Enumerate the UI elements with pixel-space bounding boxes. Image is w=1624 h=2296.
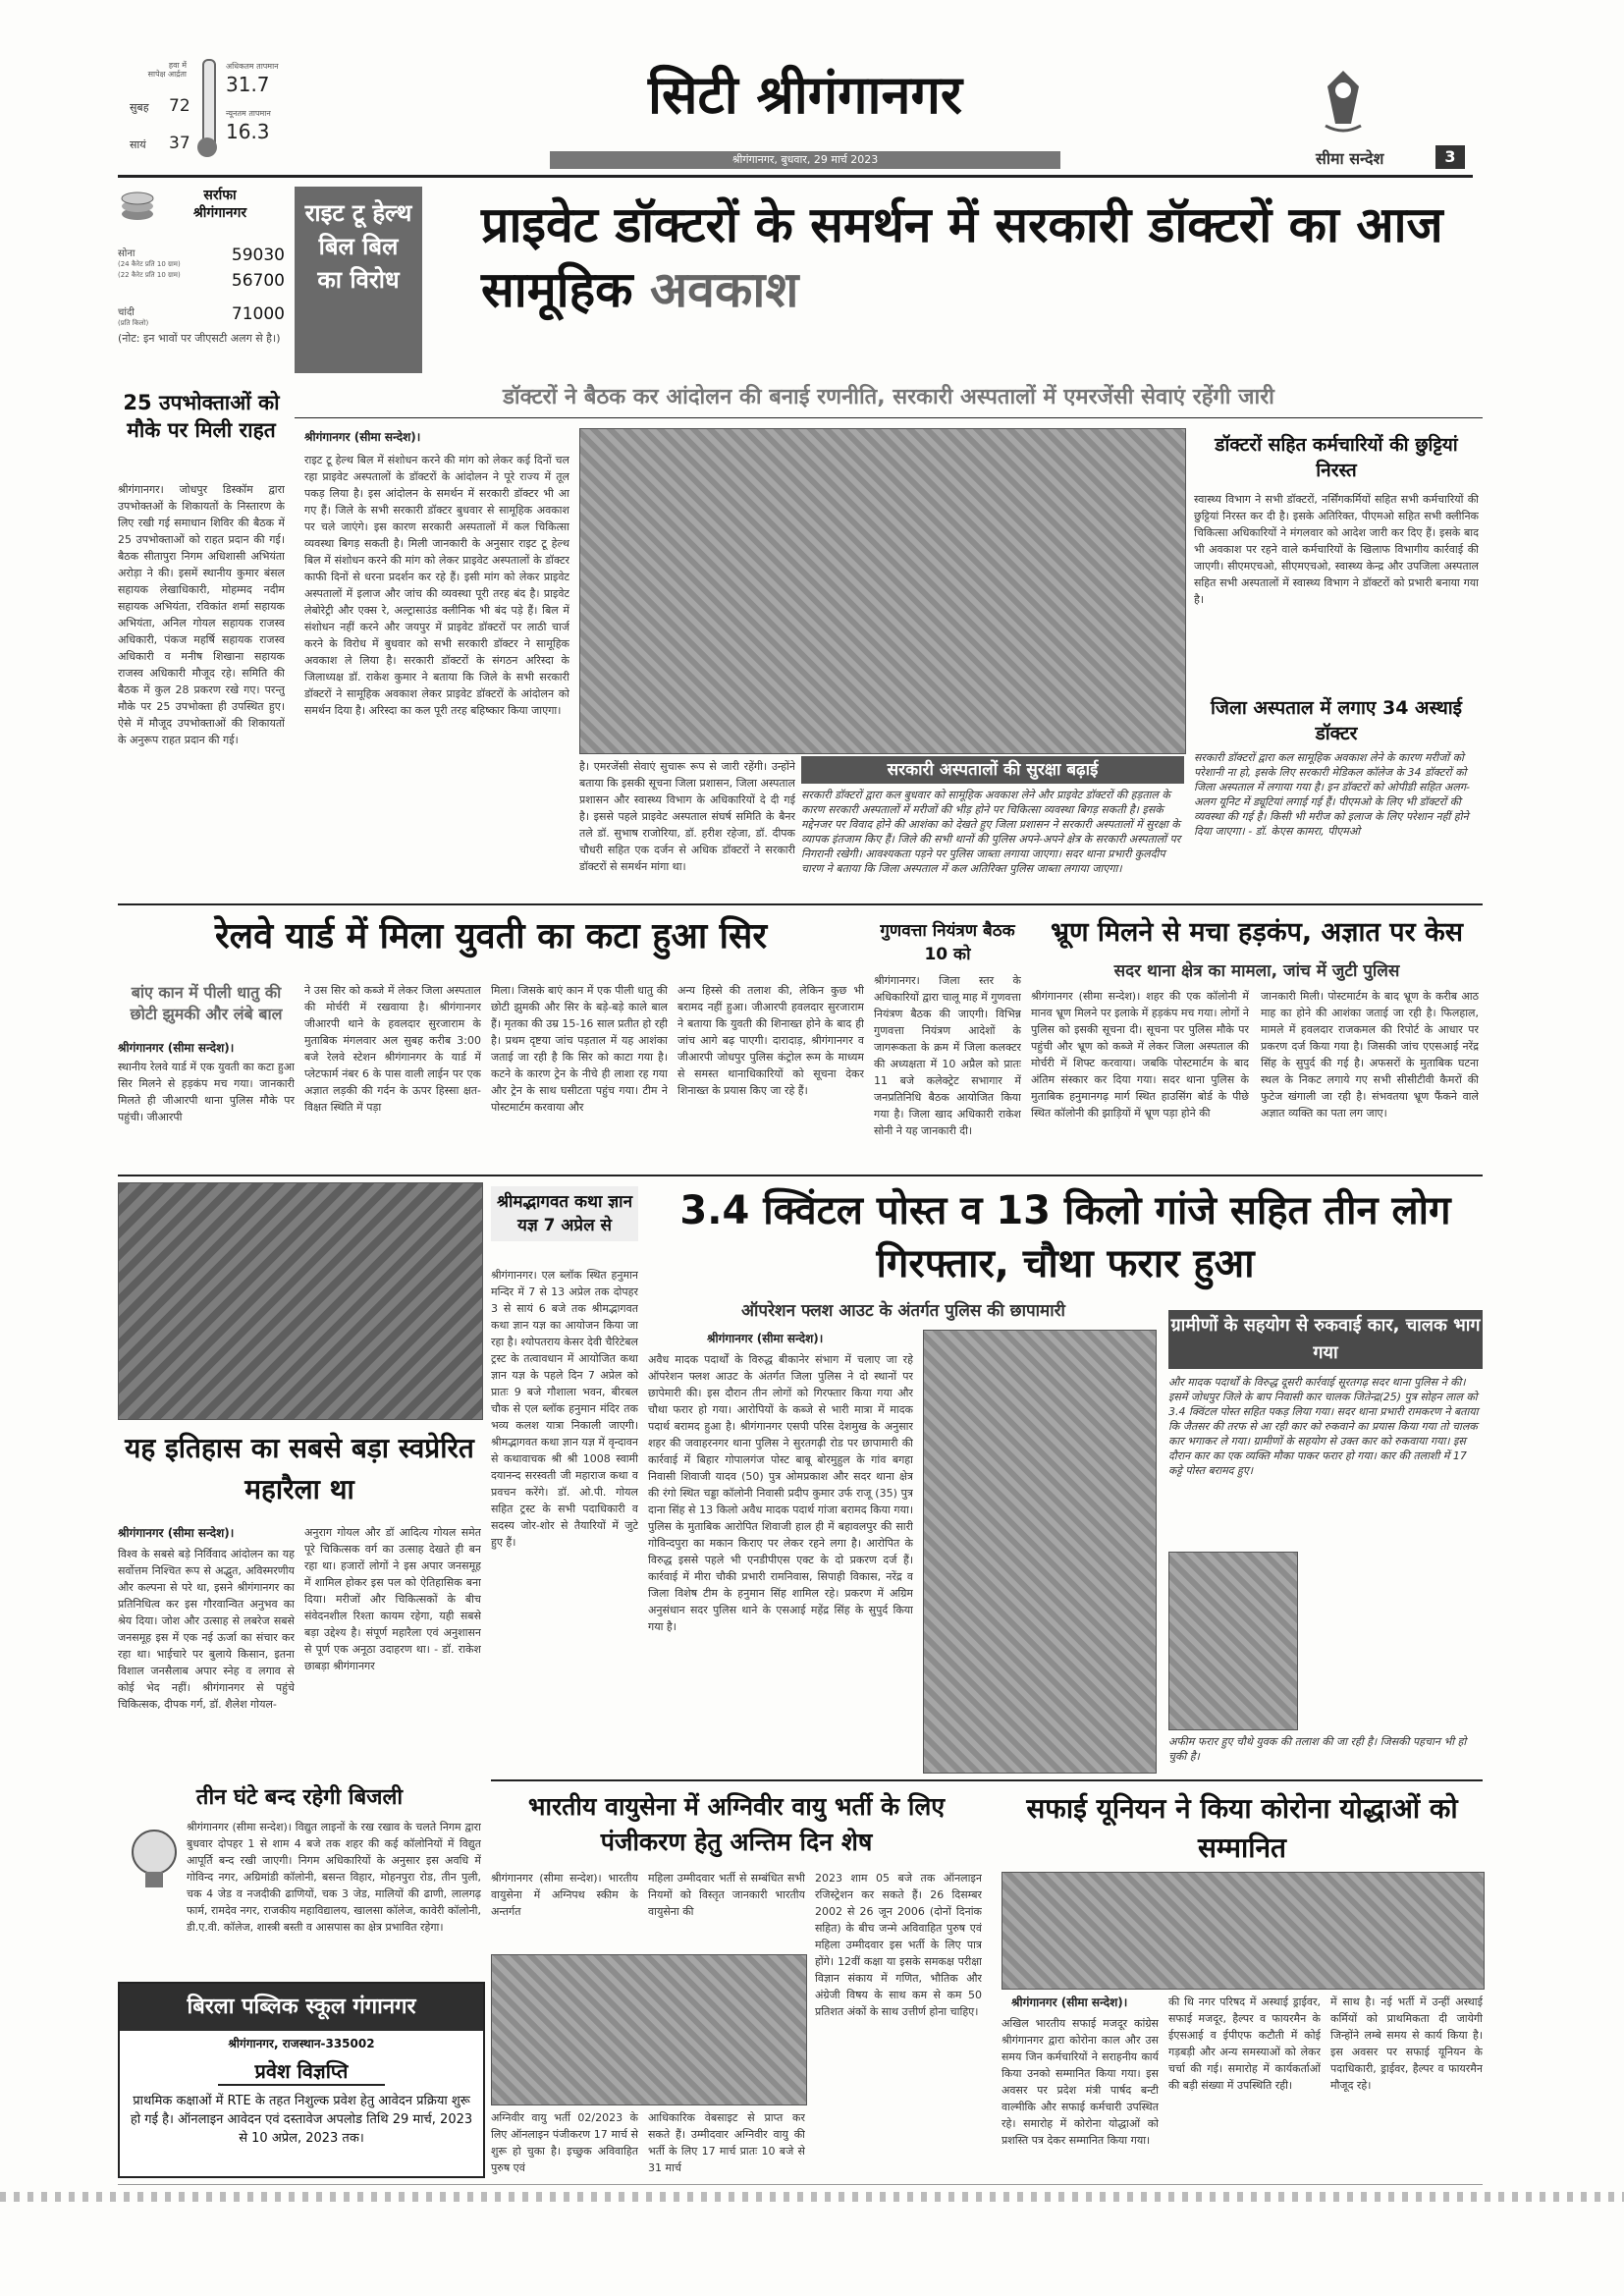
bullion-label: चांदी <box>118 307 135 318</box>
lead-headline-accent: अवकाश <box>649 261 799 318</box>
villagers-body: और मादक पदार्थों के विरुद्ध दूसरी कार्रवाई सूरतगढ़ सदर थाना पुलिस ने की। इसमें जोधपुर जिले के बाप निवासी कार चालक जितेन्द्र(25) पुत्र सोहन लाल को 3.4 क्विंटल पोस्त सहित पकड़ लिया गया। सदर थाना प्रभारी रामकरण ने बताया कि जैतसर की तरफ से आ रही कार को रुकवाने का प्रयास किया गया तो चालक कार भगाकर ले गया। ग्रामीणों के सहयोग से उक्त कार को रुकवाया गया। इस दौरान कार का एक व्यक्ति मौका पाकर फरार हो गया। कार की तलाशी में 17 कट्टे पोस्त बरामद हुए। <box>1168 1376 1479 1477</box>
rally-photo <box>118 1182 483 1420</box>
history-byline: श्रीगंगानगर (सीमा सन्देश)। <box>118 1526 235 1540</box>
left-story-body: श्रीगंगानगर। जोधपुर डिस्कॉम द्वारा उपभोक्तओं के शिकायतों के निस्तारण के लिए रखी गई समाधान शिविर की बैठक में 25 उपभोक्ताओं को राहत प्रदान की गई। बैठक सीतापुरा निगम अधिशासी अभियंता अरोड़ा ने की। इसमें स्थानीय कुमार बंसल सहायक लेखाधिकारी, मोहम्मद नदीम सहायक अभियंता, रविकांत शर्मा सहायक अभियंता, अनिल गोयल सहायक राजस्व अधिकारी, पंकज महर्षि सहायक राजस्व अधिकारी व मनीष शिखाना सहायक राजस्व अधिकारी मौजूद रहे। समिति की बैठक में कुल 28 प्रकरण रखे गए। परन्तु मौके पर 25 उपभोक्ता ही उपस्थित हुए। ऐसे में मौजूद उपभोक्ताओं की शिकायतों के अनुरूप राहत प्रदान की गई। <box>118 483 285 746</box>
humidity-label: हवा में सापेक्ष आर्द्रता <box>147 61 187 79</box>
security-caption: सरकारी डॉक्टरों द्वारा कल बुधवार को सामूहिक अवकाश लेने और प्राइवेट डॉक्टरों की हड़ताल के कारण सरकारी अस्पतालों में मरीजों की भीड़ होने पर चिकित्सा व्यवस्था बिगड़ सकती है। इसके मद्देनजर पर विवाद होने की आशंका को देखते हुए जिला प्रशासन ने सरकारी अस्पतालों में सुरक्षा के व्यापक इंतजाम किए हैं। जिले की सभी थानों की पुलिस अपने-अपने क्षेत्र के सरकारी अस्पतालों पर निगरानी रखेगी। आवश्यकता पड़ने पर पुलिस जाब्ता लगाया जाएगा। सदर थाना प्रभारी कुलदीप चारण ने बताया कि जिला अस्पताल में कल अतिरिक्त पुलिस जाब्ता लगाया जाएगा। <box>801 789 1181 875</box>
bullion-value: 59030 <box>231 246 285 265</box>
safai-byline: श्रीगंगानगर (सीमा सन्देश)। <box>1011 1995 1128 2009</box>
bullion-value: 71000 <box>231 304 285 324</box>
agniveer-body-2: महिला उम्मीदवार भर्ती से सम्बंधित सभी नियमों को विस्तृत जानकारी भारतीय वायुसेना की <box>648 1872 805 1918</box>
weather-box <box>118 61 314 169</box>
bullion-value: 56700 <box>231 271 285 291</box>
railway-headline: रेलवे यार्ड में मिला युवती का कटा हुआ सिर <box>214 916 768 957</box>
agniveer-body-3: 2023 शाम 05 बजे तक ऑनलाइन रजिस्ट्रेशन कर सकते हैं। 26 दिसम्बर 2002 से 26 जून 2006 (दोनों दिनांक सहित) के बीच जन्मे अविवाहित पुरुष एवं महिला उम्मीदवार इस भर्ती के लिए पात्र होंगे। 12वीं कक्षा या इसके समकक्ष परीक्षा विज्ञान संकाय में गणित, भौतिक और अंग्रेजी विषय के साथ कम से कम 50 प्रतिशत अंकों के साथ उत्तीर्ण होना चाहिए। <box>815 1872 982 2018</box>
bullion-box <box>118 187 285 354</box>
railway-body-4: अन्य हिस्से की तलाश की, लेकिन कुछ भी बरामद नहीं हुआ। जीआरपी हवलदार सुरजाराम ने बताया कि युवती की शिनाख्त होने के बाद ही जांच आगे बढ़ पाएगी। दारादाड़, श्रीगंगानगर व जीआरपी जोधपुर पुलिस कंट्रोल रूम के माध्यम से समस्त थानाधिकारियों को सूचना देकर शिनाख्त के प्रयास किए जा रहे हैं। <box>677 984 864 1097</box>
bullion-title: सर्राफा श्रीगंगानगर <box>192 188 247 221</box>
railway-sub: बांए कान में पीली धातु की छोटी झुमकी और लंबे बाल <box>130 983 283 1023</box>
quality-headline: गुणवत्ता नियंत्रण बैठक 10 को <box>880 921 1015 964</box>
bullion-label: सोना <box>118 248 135 259</box>
masthead-title: सिटी श्रीगंगानगर <box>648 64 962 126</box>
lead-headline <box>432 192 1483 322</box>
bullion-row <box>118 301 285 330</box>
safai-body-3: की थि नगर परिषद में अस्थाई ड्राईवर, सफाई मजदूर, हैल्पर व फायरमैन के ईएसआई व ईपीएफ कटौती में कोई गड़बड़ी और अन्य समस्याओं को लेकर चर्चा की गई। समारोह में कार्यकर्ताओं की बड़ी संख्या में उपस्थिति रही। <box>1168 1995 1321 2092</box>
railway-body-1: स्थानीय रेलवे यार्ड में एक युवती का कटा हुआ सिर मिलने से हड़कंप मच गया। जानकारी मिलते ही जीआरपी थाना पुलिस मौके पर पहुंची। जीआरपी <box>118 1061 295 1123</box>
bullion-note: (नोट: इन भावों पर जीएसटी अलग से है।) <box>118 332 281 345</box>
bullion-sub: (24 कैरेट प्रति 10 ग्राम) <box>118 260 181 268</box>
thermometer-icon <box>196 59 218 165</box>
morning-humidity: 72 <box>169 96 190 116</box>
safai-body-4: में साथ है। नई भर्ती में उन्हीं अस्थाई कर्मियों को प्राथमिकता दी जायेगी जिन्होंने लम्बे समय से कार्य किया है। इस अवसर पर सफाई यूनियन के पदाधिकारी, ड्राईवर, हैल्पर व फायरमैन मौजूद रहे। <box>1330 1995 1483 2092</box>
section-rule-3 <box>491 1779 1483 1781</box>
villagers-caption: अफीम फरार हुए चौथे युवक की तलाश की जा रही है। जिसकी पहचान भी हो चुकी है। <box>1168 1735 1467 1763</box>
min-temp: 16.3 <box>226 120 270 143</box>
fetus-sub: सदर थाना क्षेत्र का मामला, जांच में जुटी पुलिस <box>1113 961 1400 981</box>
lead-body-1: राइट टू हेल्थ बिल में संशोधन करने की मांग को लेकर कई दिनों चल रहा प्राइवेट अस्पतालों के डॉक्टरों के आंदोलन ने पूरे राज्य में तूल पकड़ लिया है। इस आंदोलन के समर्थन में सरकारी डॉक्टर भी आ गए हैं। जिले के सभी सरकारी डॉक्टर बुधवार से सामूहिक अवकाश पर चले जाएंगे। इस कारण सरकारी अस्पतालों में कल चिकित्सा व्यवस्था बिगड़ सकती है। मिली जानकारी के अनुसार राइट टू हेल्थ बिल में संशोधन करने की मांग को लेकर प्राइवेट अस्पतालों के डॉक्टर काफी दिनों से धरना प्रदर्शन कर रहे हैं। इसी मांग को लेकर प्राइवेट अस्पतालों में इलाज और जांच की व्यवस्था पूरी तरह बंद है। प्राइवेट लेबोरेट्री और एक्स रे, अल्ट्रासाउंड क्लीनिक भी बंद पड़े हैं। बिल में संशोधन नहीं करने और जयपुर में प्राइवेट डॉक्टरों पर लाठी चार्ज करने के विरोध में बुधवार को सभी सरकारी डॉक्टर ने सामूहिक अवकाश ले लिया है। सरकारी डॉक्टरों के संगठन अरिस्दा के जिलाध्यक्ष डॉ. राकेश कुमार ने बताया कि जिले के सभी सरकारी डॉक्टरों ने सामूहिक अवकाश लेकर प्राइवेट डॉक्टरों के आंदोलन को समर्थन दिया है। अरिस्दा का कल पूरी तरह बहिष्कार किया जाएगा। <box>304 454 569 717</box>
air-force-parade-photo <box>491 1954 807 2105</box>
min-temp-label: न्यूनतम तापमान <box>226 109 271 118</box>
right-story-body-2: सरकारी डॉक्टरों द्वारा कल सामूहिक अवकाश लेने के कारण मरीजों को परेशानी ना हो, इसके लिए सरकारी मेडिकल कॉलेज के 34 डॉक्टरों को जिला अस्पताल में लगाया गया है। इन डॉक्टरों को ओपीडी सहित अलग-अलग यूनिट में ड्यूटियां लगाई गई हैं। पीएमओ के लिए भी डॉक्टरों की व्यवस्था की गई है। किसी भी मरीज को इलाज के लिए परेशान नहीं होने दिया जाएगा। - डॉ. केएस कामरा, पीएमओ <box>1194 751 1470 838</box>
bullion-sub: (22 कैरेट प्रति 10 ग्राम) <box>118 271 181 279</box>
left-story-headline: 25 उपभोक्ताओं को मौके पर मिली राहत <box>123 391 280 442</box>
max-temp-label: अधिकतम तापमान <box>226 62 279 71</box>
history-body-1: विश्व के सबसे बड़े निर्विवाद आंदोलन का यह सर्वोत्तम निश्चित रूप से अद्भुत, अविस्मरणीय और कल्पना से परे था, इसने श्रीगंगानगर का प्रतिनिधित्व कर इस गौरवान्वित अनुभव का श्रेय दिया। जोश और उत्साह से लबरेज सबसे जनसमूह इस में एक नई ऊर्जा का संचार कर रहा था। भाईचारे पर बुलाये किसान, इतना विशाल जनसैलाब अपार स्नेह व लगाव से कोई भेद नहीं। श्रीगंगानगर से पहुंचे चिकित्सक, दीपक गर्ग, डॉ. शैलेश गोयल- <box>118 1548 295 1711</box>
bullion-row <box>118 242 285 271</box>
power-headline: तीन घंटे बन्द रहेगी बिजली <box>195 1785 404 1810</box>
section-rule-2 <box>118 1175 1483 1176</box>
railway-body-3: मिला। जिसके बाएं कान में एक पीली धातु की छोटी झुमकी और सिर के बड़े-बड़े काले बाल हैं। मृतका की उम्र 15-16 साल प्रतीत हो रही है। प्रथम दृष्टया जांच पड़ताल में यह आशंका जताई जा रही है कि सिर को काटा गया है। कटने के कारण ट्रेन के नीचे ही लाशा रह गया और ट्रेन के साथ घसीटता पहुंच गया। टीम ने पोस्टमार्टम करवाया और <box>491 984 668 1114</box>
bottom-rule <box>118 2184 1483 2185</box>
page-number: 3 <box>1435 145 1465 169</box>
right-story-headline: डॉक्टरों सहित कर्मचारियों की छुट्टियां निरस्त <box>1215 434 1458 481</box>
lead-byline: श्रीगंगानगर (सीमा सन्देश)। <box>304 430 421 444</box>
lead-body-2: है। एमरजेंसी सेवाएं सुचारू रूप से जारी रहेंगी। उन्होंने बताया कि इसकी सूचना जिला प्रशासन, जिला अस्पताल प्रशासन और स्वास्थ्य विभाग के अधिकारियों दे दी गई है। इससे पहले प्राइवेट अस्पताल संघर्ष समिति के बैनर तले डॉ. सुभाष राजोरिया, डॉ. हरीश रहेजा, डॉ. दीपक चौधरी सहित एक दर्जन से अधिक डॉक्टरों ने सरकारी डॉक्टरों से समर्थन मांगा था। <box>579 760 795 873</box>
fetus-body-2: जानकारी मिली। पोस्टमार्टम के बाद भ्रूण के करीब आठ माह का होने की आशंका जताई जा रही है। फिलहाल, मामले में हवलदार राजकमल की रिपोर्ट के आधार पर प्रकरण दर्ज किया गया है। जिसकी जांच एएसआई नरेंद्र सिंह के सुपुर्द की गई है। अफसरों के मुताबिक घटना स्थल के निकट लगाये गए सभी सीसीटीवी कैमरों की फुटेज खंगाली जा रही है। संभवतया भ्रूण फैंकने वाले अज्ञात व्यक्ति का पता लग जाए। <box>1261 990 1479 1120</box>
drugs-body: अवैध मादक पदार्थों के विरुद्ध बीकानेर संभाग में चलाए जा रहे ऑपरेशन फ्लश आउट के अंतर्गत जिला पुलिस ने दो स्थानों पर छापेमारी की। इस दौरान तीन लोगों को गिरफ्तार किया गया और चौथा फरार हो गया। आरोपियों के कब्जे से भारी मात्रा में मादक पदार्थ बरामद हुआ है। श्रीगंगानगर एसपी परिस देशमुख के अनुसार शहर की जवाहरनगर थाना पुलिस ने सुरतगढ़ी रोड पर छापामारी की कार्रवाई में बिहार गोपालगंज पोस्ट बाबू बोरमुहुल के गांव बगहा निवासी शिवाजी यादव (50) पुत्र ओमप्रकाश और सदर थाना क्षेत्र की रंगो स्थित चड्डा कॉलोनी निवासी प्रदीप कुमार उर्फ राजू (35) पुत्र दाना सिंह से 13 किलो अवैध मादक पदार्थ गांजा बरामद किया गया। पुलिस के मुताबिक आरोपित शिवाजी हाल ही में बहावलपुर की सारी गोविन्दपुरा का मकान किराए पर लेकर रहने लगा है। आरोपित के विरुद्ध इससे पहले भी एनडीपीएस एक्ट के दो प्रकरण दर्ज हैं। कार्रवाई में मीरा चौकी प्रभारी रामनिवास, सिपाही विकास, नरेंद्र व जिला विशेष टीम के हनुमान सिंह शामिल रहे। प्रकरण में अग्रिम अनुसंधान सदर पुलिस थाने के एसआई महेंद्र सिंह के सुपुर्द किया गया है। <box>648 1353 913 1633</box>
history-headline: यह इतिहास का सबसे बड़ा स्वप्रेरित महारैला था <box>125 1432 474 1505</box>
bhagwat-headline: श्रीमद्भागवत कथा ज्ञान यज्ञ 7 अप्रेल से <box>491 1186 638 1241</box>
drugs-headline: 3.4 क्विंटल पोस्त व 13 किलो गांजे सहित तीन लोग गिरफ्तार, चौथा फरार हुआ <box>679 1188 1451 1286</box>
safai-group-photo <box>1001 1872 1485 1990</box>
school-ad-notice: प्रवेश विज्ञप्ति <box>218 2057 385 2086</box>
fetus-body-1: श्रीगंगानगर (सीमा सन्देश)। शहर की एक कॉलोनी में मानव भ्रूण मिलने पर इलाके में हड़कंप मच गया। लोगों ने पुलिस को इसकी सूचना दी। सूचना पर पुलिस मौके पर पहुंची और भ्रूण को कब्जे में लेकर जिला अस्पताल की मोर्चरी में शिफ्ट करवाया। जबकि पोस्टमार्टम के बाद अंतिम संस्कार कर दिया गया। सदर थाना पुलिस के मुताबिक हनुमानगढ़ मार्ग स्थित हाउसिंग बोर्ड के पीछे स्थित कॉलोनी की झाड़ियों में भ्रूण पड़ा होने की <box>1031 990 1249 1120</box>
fetus-headline: भ्रूण मिलने से मचा हड़कंप, अज्ञात पर केस <box>1050 917 1464 948</box>
agniveer-headline: भारतीय वायुसेना में अग्निवीर वायु भर्ती के लिए पंजीकरण हेतु अन्तिम दिन शेष <box>527 1792 946 1856</box>
dateline: श्रीगंगानगर, बुधवार, 29 मार्च 2023 <box>550 151 1060 169</box>
agniveer-body-5: आधिकारिक वेबसाइट से प्राप्त कर सकते हैं। उम्मीदवार अग्निवीर वायु की भर्ती के लिए 17 मार्च प्रातः 10 बजे से 31 मार्च <box>648 2111 805 2174</box>
coins-icon <box>118 187 157 226</box>
arrested-accused-photo <box>923 1330 1157 1774</box>
railway-body-2: ने उस सिर को कब्जे में लेकर जिला अस्पताल की मोर्चरी में रखवाया है। श्रीगंगानगर जीआरपी थाने के हवलदार सुरजाराम के मुताबिक मंगलवार अल सुबह करीब 3:00 बजे रेलवे स्टेशन श्रीगंगानगर के यार्ड में प्लेटफार्म नंबर 6 के पास वाली लाईन पर एक अज्ञात लड़की की गर्दन के ऊपर हिस्सा क्षत-विक्षत स्थिति में पड़ा <box>304 984 481 1114</box>
villagers-headline: ग्रामीणों के सहयोग से रुकवाई कार, चालक भाग गया <box>1168 1310 1483 1369</box>
brand-name: सीमा सन्देश <box>1316 149 1384 168</box>
max-temp: 31.7 <box>226 73 270 96</box>
masthead-rule <box>118 175 1473 178</box>
quality-body: श्रीगंगानगर। जिला स्तर के अधिकारियों द्वारा चालू माह में गुणवत्ता नियंत्रण बैठक की जाएगी। विभिन्न गुणवत्ता नियंत्रण आदेशों के जागरूकता के क्रम में जिला कलक्टर की अध्यक्षता में 10 अप्रैल को प्रातः 11 बजे कलेक्ट्रेट सभागार में जनप्रतिनिधि बैठक आयोजित किया गया है। जिला खाद अधिकारी राकेश सोनी ने यह जानकारी दी। <box>874 974 1021 1137</box>
right-story-body: स्वास्थ्य विभाग ने सभी डॉक्टरों, नर्सिंगकर्मियों सहित सभी कर्मचारियों की छुट्टियां निरस्त कर दी है। इसके अतिरिक्त, पीएमओ सहित सभी क्लीनिक चिकित्सा अधिकारियों ने मंगलवार को आदेश जारी कर दिए हैं। इसके बाद भी अवकाश पर रहने वाले कर्मचारियों के खिलाफ विभागीय कार्रवाई की जाएगी। सीएमएचओ, सीएमएचओ, स्वास्थ्य केन्द्र और उपजिला अस्पताल सहित सभी अस्पतालों में स्वास्थ्य विभाग ने डॉक्टरों को प्रभारी बनाया गया है। <box>1194 493 1479 606</box>
drugs-byline: श्रीगंगानगर (सीमा सन्देश)। <box>707 1332 824 1345</box>
morning-label: सुबह <box>130 101 149 114</box>
evening-humidity: 37 <box>169 134 190 153</box>
bulb-icon <box>128 1827 181 1895</box>
agniveer-body-4: अग्निवीर वायु भर्ती 02/2023 के लिए ऑनलाइन पंजीकरण 17 मार्च से शुरू हो चुका है। इच्छुक अविवाहित पुरुष एवं <box>491 2111 638 2174</box>
section-rule-1 <box>118 903 1483 905</box>
doctors-protest-photo <box>579 428 1186 754</box>
lead-headline-main: प्राइवेट डॉक्टरों के समर्थन में सरकारी डॉक्टरों का आज सामूहिक <box>481 196 1443 318</box>
evening-label: सायं <box>130 138 146 151</box>
school-ad-address: श्रीगंगानगर, राजस्थान-335002 <box>228 2037 375 2050</box>
safai-headline: सफाई यूनियन ने किया कोरोना योद्धाओं को सम्मानित <box>1026 1792 1458 1864</box>
lead-rule <box>295 417 1483 418</box>
school-ad-title: बिरला पब्लिक स्कूल गंगानगर <box>120 1984 483 2031</box>
lead-kicker: राइट टू हेल्थ बिल बिल का विरोध <box>295 187 422 373</box>
right-story-headline-2: जिला अस्पताल में लगाए 34 अस्थाई डॉक्टर <box>1211 697 1462 744</box>
safai-body-1: अखिल भारतीय सफाई मजदूर कांग्रेस श्रीगंगानगर द्वारा कोरोना काल और उस समय जिन कर्मचारियों ने सराहनीय कार्य किया उनको सम्मानित किया गया। इस अवसर पर प्रदेश मंत्री पार्षद बन्टी वाल्मीकि और सफाई कर्मचारी उपस्थित रहे। समारोह में कोरोना योद्धाओं को प्रशस्ति पत्र देकर सम्मानित किया गया। <box>1001 2017 1159 2147</box>
security-caption-title: सरकारी अस्पतालों की सुरक्षा बढ़ाई <box>801 756 1184 784</box>
bhagwat-body: श्रीगंगानगर। एल ब्लॉक स्थित हनुमान मन्दिर में 7 से 13 अप्रेल तक दोपहर 3 से सायं 6 बजे तक श्रीमद्भागवत कथा ज्ञान यज्ञ का आयोजन किया जा रहा है। श्योपतराय केसर देवी चैरिटेबल ट्रस्ट के तत्वावधान में आयोजित कथा ज्ञान यज्ञ के पहले दिन 7 अप्रेल को प्रातः 9 बजे गौशाला भवन, बीरबल चौक से एल ब्लॉक हनुमान मंदिर तक भव्य कलश यात्रा निकाली जाएगी। श्रीमद्भागवत कथा ज्ञान यज्ञ में वृन्दावन से कथावाचक श्री श्री 1008 स्वामी दयानन्द सरस्वती जी महाराज कथा व प्रवचन करेंगे। डॉ. ओ.पी. गोयल सहित ट्रस्ट के सभी पदाधिकारी व सदस्य जोर-शोर से तैयारियों में जुटे हुए हैं। <box>491 1269 638 1549</box>
bullion-rows <box>118 242 285 330</box>
railway-byline: श्रीगंगानगर (सीमा सन्देश)। <box>118 1041 235 1055</box>
bullion-row <box>118 271 285 301</box>
history-body-2: अनुराग गोयल और डॉ आदित्य गोयल समेत पूरे चिकित्सक वर्ग का उत्साह देखते ही बन रहा था। हजारों लोगों ने इस अपार जनसमूह में शामिल होकर इस पल को ऐतिहासिक बना दिया। मरीजों और चिकित्सकों के बीच संवेदनशील रिश्ता कायम रहेगा, यही सबसे बड़ा उद्देश्य है। संपूर्ण महारैला एवं अनुशासन से पूर्ण एक अनूठा उदाहरण था। - डॉ. राकेश छाबड़ा श्रीगंगानगर <box>304 1526 481 1672</box>
newspaper-logo-icon <box>1316 67 1371 136</box>
power-body: श्रीगंगानगर (सीमा सन्देश)। विद्युत लाइनों के रख रखाव के चलते निगम द्वारा बुधवार दोपहर 1 से शाम 4 बजे तक शहर की कई कॉलोनियों में विद्युत आपूर्ति बन्द रखी जाएगी। निगम अधिकारियों के अनुसार इस अवधि में गोविन्द नगर, अग्रिमांडी कॉलोनी, बसन्त विहार, मोहनपुरा रोड, तीन पुली, चक 4 जेड व नजदीकी ढाणियों, चक 3 जेड, मालियों की ढाणी, लालगढ़ फार्म, रामदेव नगर, राजकीय महाविद्यालय, खालसा कॉलेज, कावेरी कॉलोनी, डी.ए.वी. कॉलेज, शास्त्री बस्ती व आसपास का क्षेत्र प्रभावित रहेगा। <box>187 1821 481 1934</box>
school-ad-body: प्राथमिक कक्षाओं में RTE के तहत निशुल्क प्रवेश हेतु आवेदन प्रक्रिया शुरू हो गई है। ऑनलाइन आवेदन एवं दस्तावेज अपलोड तिथि 29 मार्च, 2023 से 10 अप्रेल, 2023 तक। <box>130 2094 473 2146</box>
drugs-sub: ऑपरेशन फ्लश आउट के अंतर्गत पुलिस की छापामारी <box>741 1301 1065 1321</box>
bullion-sub: (प्रति किलो) <box>118 319 149 327</box>
registration-dots <box>0 2192 1624 2202</box>
school-ad <box>118 1982 485 2178</box>
seized-car-photo <box>1168 1552 1298 1730</box>
lead-subhead: डॉक्टरों ने बैठक कर आंदोलन की बनाई रणनीति, सरकारी अस्पतालों में एमरजेंसी सेवाएं रहेंगी जारी <box>503 385 1274 410</box>
agniveer-body-1: श्रीगंगानगर (सीमा सन्देश)। भारतीय वायुसेना में अग्निपथ स्कीम के अन्तर्गत <box>491 1872 638 1918</box>
